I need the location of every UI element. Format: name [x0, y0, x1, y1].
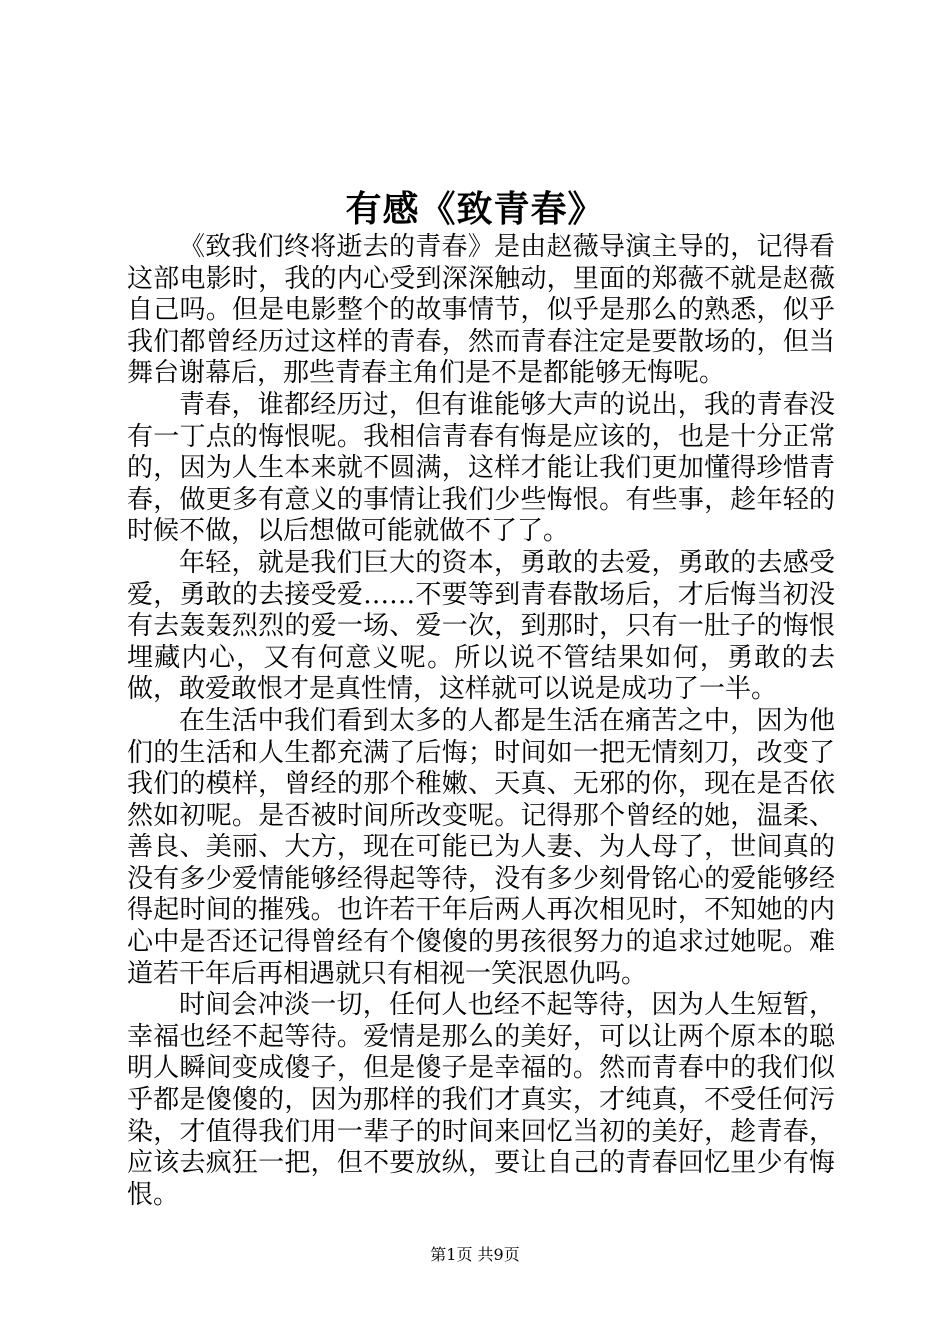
paragraph-5: 时间会冲淡一切，任何人也经不起等待，因为人生短暂，幸福也经不起等待。爱情是那么的美好，可以让两个原本的聪明人瞬间变成傻子，但是傻子是幸福的。然而青春中的我们似乎都是傻傻的，因为那样的我们才真实，才纯真，不受任何污染，才值得我们用一辈子的时间来回忆当初的美好，趁青春，应该去疯狂一把，但不要放纵，要让自己的青春回忆里少有悔恨。: [127, 990, 835, 1210]
page-number-footer: 第1页 共9页: [430, 1245, 520, 1264]
paragraph-1: 《致我们终将逝去的青春》是由赵薇导演主导的，记得看这部电影时，我的内心受到深深触动，里面的郑薇不就是赵薇自己吗。但是电影整个的故事情节，似乎是那么的熟悉，似乎我们都曾经历过这样的青春，然而青春注定是要散场的，但当舞台谢幕后，那些青春主角们是不是都能够无悔呢。: [127, 232, 835, 389]
paragraph-4: 在生活中我们看到太多的人都是生活在痛苦之中，因为他们的生活和人生都充满了后悔；时间如一把无情刻刀，改变了我们的模样，曾经的那个稚嫩、天真、无邪的你，现在是否依然如初呢。是否被时间所改变呢。记得那个曾经的她，温柔、善良、美丽、大方，现在可能已为人妻、为人母了，世间真的没有多少爱情能够经得起等待，没有多少刻骨铭心的爱能够经得起时间的摧残。也许若干年后两人再次相见时，不知她的内心中是否还记得曾经有个傻傻的男孩很努力的追求过她呢。难道若干年后再相遇就只有相视一笑泯恩仇吗。: [127, 705, 835, 989]
paragraph-2: 青春，谁都经历过，但有谁能够大声的说出，我的青春没有一丁点的悔恨呢。我相信青春有悔是应该的，也是十分正常的，因为人生本来就不圆满，这样才能让我们更加懂得珍惜青春，做更多有意义的事情让我们少些悔恨。有些事，趁年轻的时候不做，以后想做可能就做不了了。: [127, 389, 835, 547]
paragraph-3: 年轻，就是我们巨大的资本，勇敢的去爱，勇敢的去感受爱，勇敢的去接受爱……不要等到青春散场后，才后悔当初没有去轰轰烈烈的爱一场、爱一次，到那时，只有一肚子的悔恨埋藏内心，又有何意义呢。所以说不管结果如何，勇敢的去做，敢爱敢恨才是真性情，这样就可以说是成功了一半。: [127, 547, 835, 705]
document-title: 有感《致青春》: [345, 188, 605, 230]
document-body: [127, 232, 835, 1211]
